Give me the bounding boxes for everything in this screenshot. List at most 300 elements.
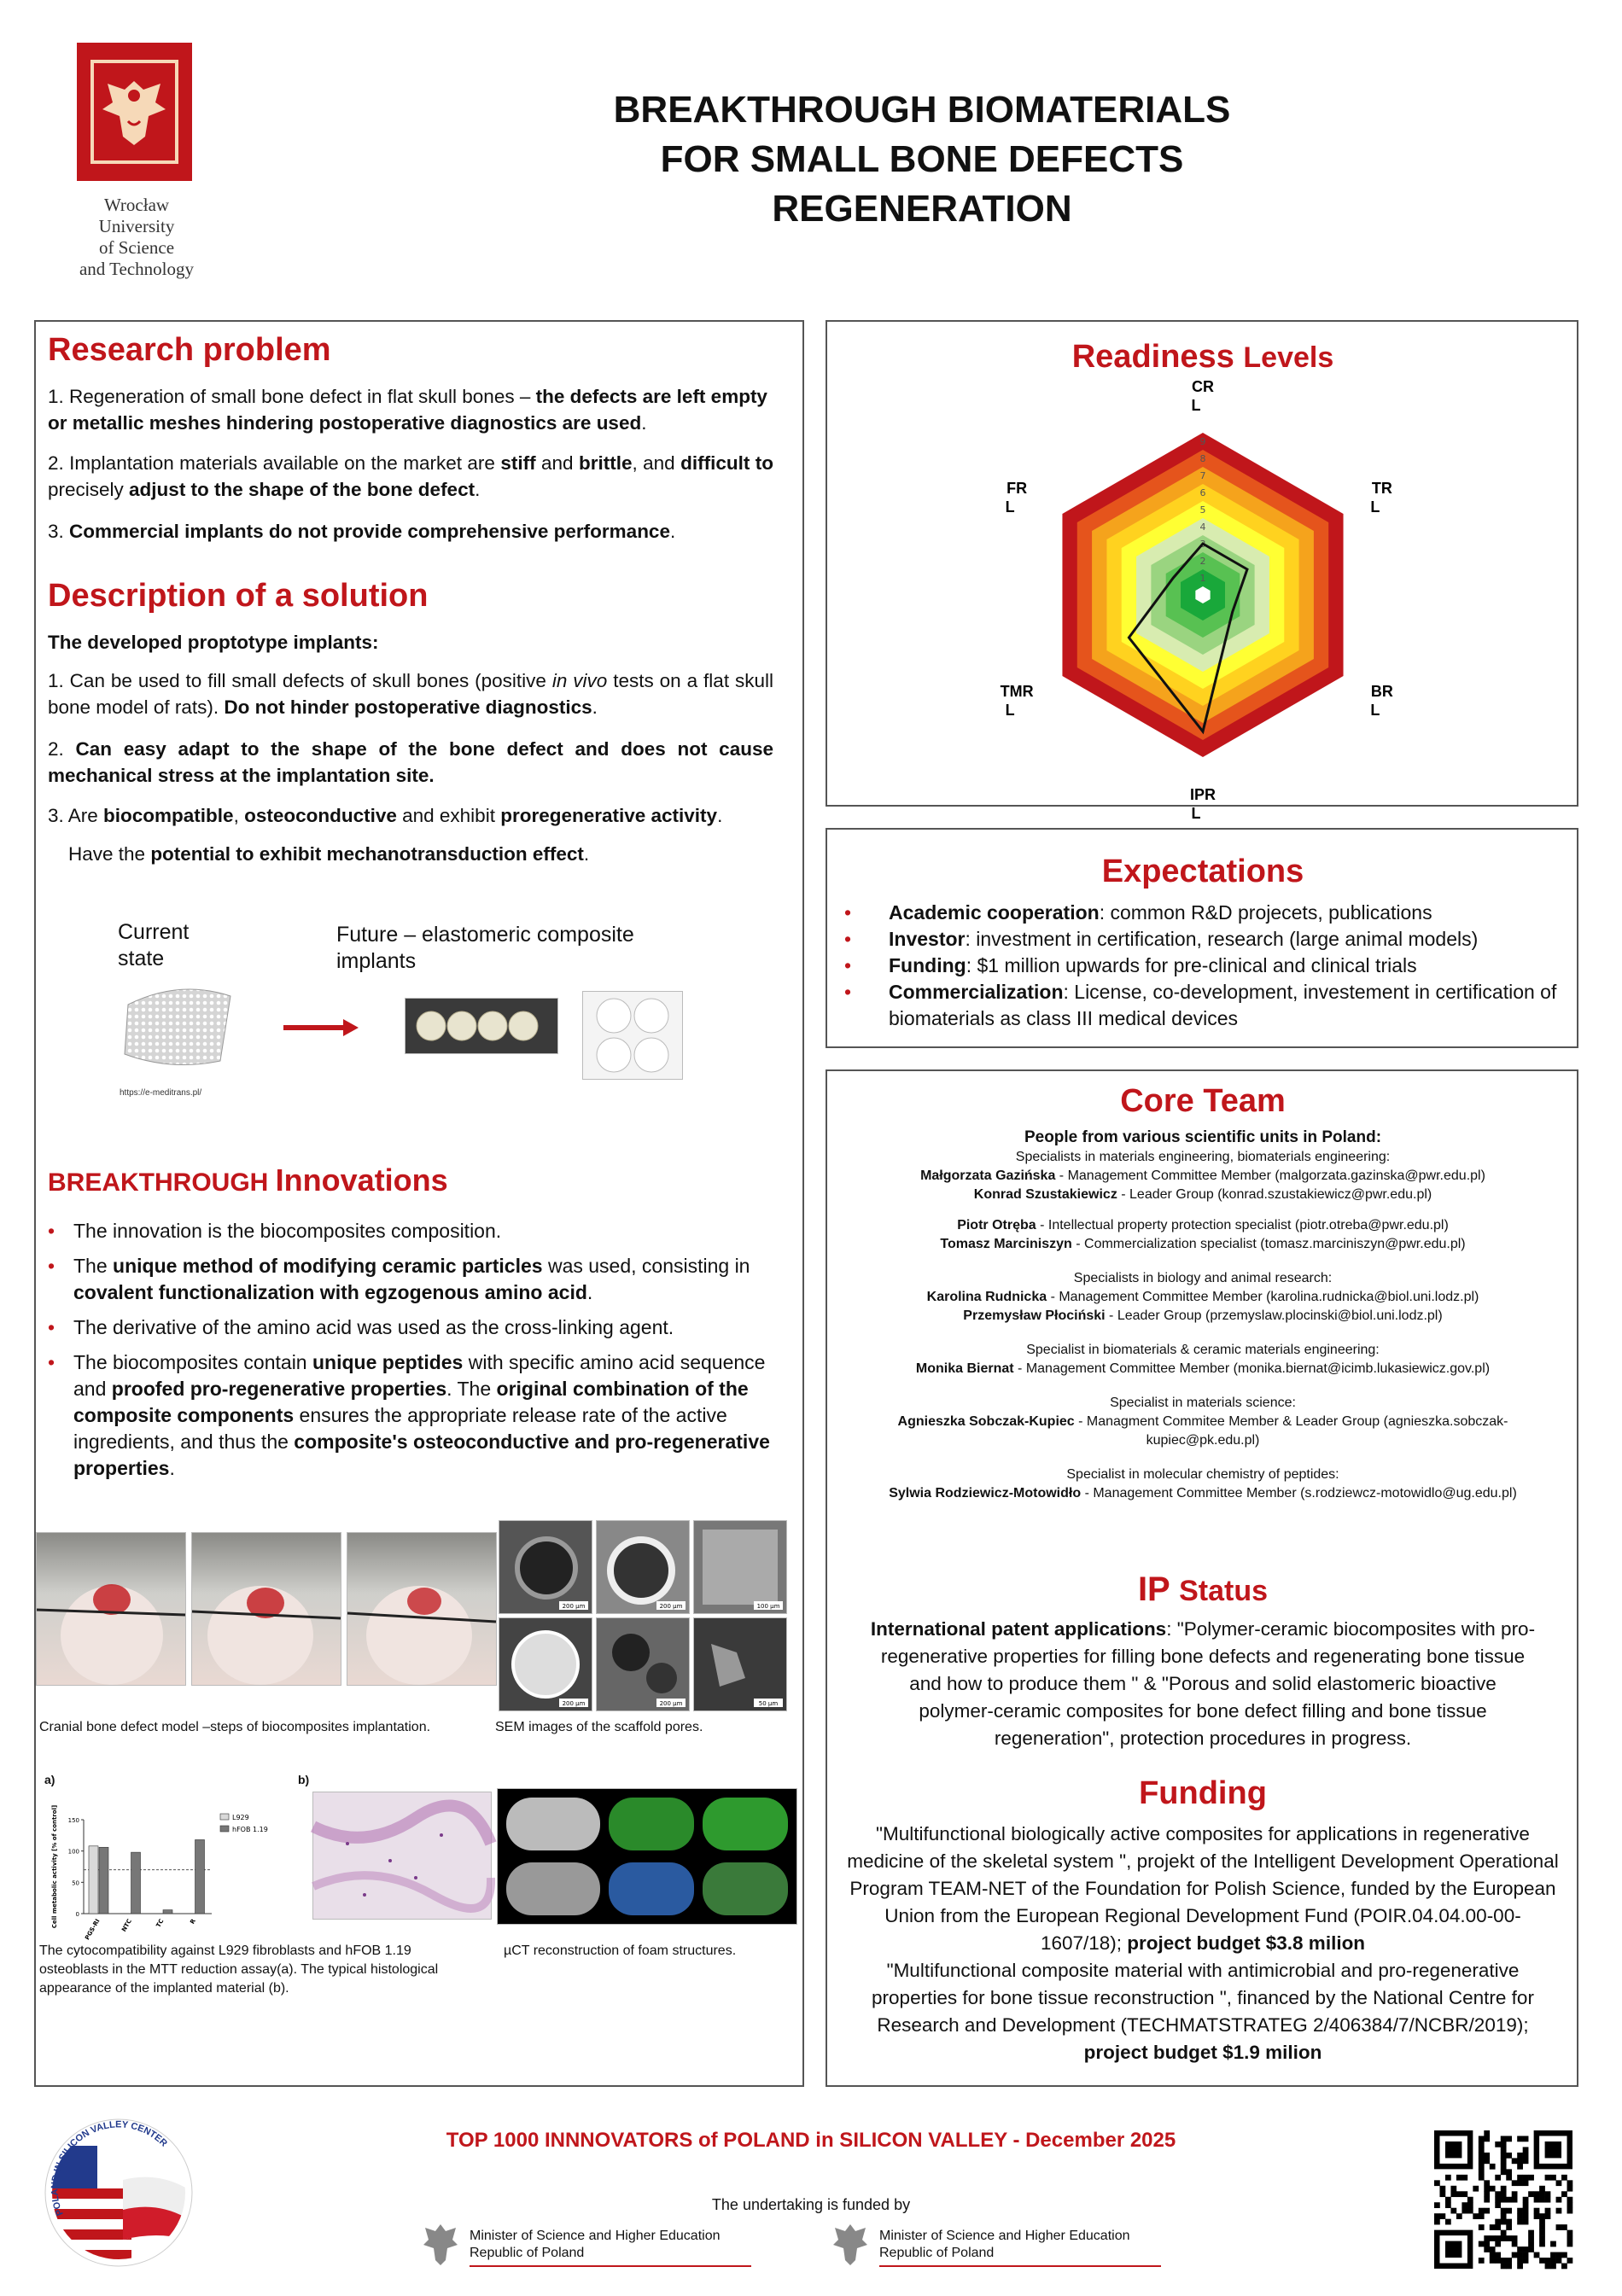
qr-module [1550, 2241, 1556, 2247]
qr-module [1517, 2246, 1523, 2252]
qr-module [1556, 2208, 1562, 2214]
metal-mesh-image [120, 979, 239, 1071]
qr-module [1501, 2142, 1507, 2147]
qr-module [1567, 2258, 1573, 2264]
sem-image-2 [596, 1520, 690, 1614]
svg-text:100 µm: 100 µm [756, 1603, 780, 1610]
qr-module [1450, 2191, 1456, 2197]
qr-module [1439, 2213, 1445, 2219]
qr-module [1490, 2235, 1496, 2241]
team-group: Specialist in molecular chemistry of peptides: Sylwia Rodziewicz-Motowidło - Management Committee Member (s.rodziewcz-motowidlo@ug.edu.pl) [889, 1467, 1517, 1501]
qr-module [1567, 2235, 1573, 2241]
funded-by: The undertaking is funded by [711, 2196, 911, 2213]
qr-module [1495, 2252, 1501, 2258]
qr-module [1484, 2197, 1490, 2203]
qr-module [1479, 2208, 1485, 2214]
team-panel [826, 1069, 1578, 2087]
qr-module [1467, 2202, 1473, 2208]
qr-module [1523, 2258, 1529, 2264]
qr-module [1495, 2197, 1501, 2203]
qr-module [1506, 2197, 1512, 2203]
solution-s3: 3. Are biocompatible, osteoconductive and exhibit proregenerative activity. [48, 805, 723, 826]
sem-image-1 [499, 1520, 592, 1614]
qr-module [1479, 2158, 1485, 2164]
qr-module [1517, 2213, 1523, 2219]
ministry-logo-1: Minister of Science and Higher Education Republic of Poland [422, 2221, 763, 2272]
figure-label-b: b) [298, 1773, 310, 1786]
qr-module [1534, 2191, 1540, 2197]
qr-module [1479, 2153, 1485, 2159]
axis-label: BR L [1370, 683, 1393, 719]
solution-intro: The developed proptotype implants: [48, 632, 379, 653]
qr-module [1545, 2208, 1551, 2214]
qr-module [1523, 2175, 1529, 2181]
qr-module [1501, 2230, 1507, 2236]
qr-module [1534, 2252, 1540, 2258]
research-heading: Research problem [48, 332, 331, 368]
qr-module [1484, 2208, 1490, 2214]
axis-label: CR L [1191, 378, 1214, 414]
qr-module [1501, 2197, 1507, 2203]
expectation-item: • Academic cooperation: common R&D projecets, publications [844, 900, 1570, 926]
image-source: https://e-meditrans.pl/ [120, 1088, 202, 1098]
qr-module [1484, 2136, 1490, 2142]
readiness-panel [826, 320, 1578, 822]
svg-text:200 µm: 200 µm [562, 1603, 586, 1610]
qr-module [1501, 2264, 1507, 2270]
qr-module [1484, 2158, 1490, 2164]
axis-label: FR L [1005, 480, 1028, 516]
innovation-item: • The innovation is the biocomposites composition. [48, 1218, 773, 1244]
qr-module [1528, 2230, 1534, 2236]
qr-module [1495, 2241, 1501, 2247]
qr-module [1506, 2153, 1512, 2159]
qr-module [1445, 2197, 1451, 2203]
qr-module [1517, 2136, 1523, 2142]
expectations-list [844, 900, 1570, 1032]
y-axis-label: Cell metabolic activity [% of control] [51, 1804, 58, 1929]
research-p2: 2. Implantation materials available on the market are stiff and brittle, and difficult to precisely adjust to the shape of the bone defect. [48, 452, 773, 500]
sem-image-6 [693, 1617, 787, 1711]
qr-module [1539, 2186, 1545, 2192]
team-group: Specialists in materials engineering, biomaterials engineering: Małgorzata Gazińska - Management Committee Member (malgorzata.gazinska@pwr.edu.pl) Konrad Szustakiewicz - Leader Group (konrad.szustakiewicz@pwr.edu.pl) [920, 1150, 1485, 1202]
university-name: Wrocław University of Science and Technology [79, 195, 195, 279]
funding-heading: Funding [1139, 1775, 1267, 1811]
qr-module [1467, 2208, 1473, 2214]
qr-module [1479, 2169, 1485, 2175]
qr-module [1495, 2258, 1501, 2264]
qr-module [1501, 2158, 1507, 2164]
qr-module [1439, 2186, 1445, 2192]
qr-module [1545, 2175, 1551, 2181]
qr-module [1462, 2202, 1467, 2208]
x-tick-label: NTC [120, 1918, 133, 1933]
level-tick-label: 6 [1199, 487, 1206, 498]
caption-cranial: Cranial bone defect model –steps of biocomposites implantation. [39, 1720, 431, 1734]
qr-module [1567, 2202, 1573, 2208]
readiness-heading: Readiness Levels [1071, 339, 1334, 375]
qr-module [1490, 2246, 1496, 2252]
qr-module [1490, 2164, 1496, 2170]
svg-text:POLAND IN SILICON VALLEY CENTE: POLAND IN SILICON VALLEY CENTER [50, 2119, 169, 2217]
legend-swatch [220, 1826, 229, 1832]
qr-finder [1445, 2142, 1462, 2158]
funding-text: "Multifunctional biologically active composites for applications in regenerative medicine of the skeletal system ", projekt of the Intelligent Development Operational Program TEAM-NET of the Foundation for Polish Science, funded by the European Union from the European Regional Development Fund (POIR.04.04.00-00-1607/18); project budget $3.8 milion "Multifunctional composite material with antimicrobial and pro-regenerative properties for bone tissue reconstruction ", financed by the National Centre for Research and Development (TECHMATSTRATEG 2/406384/7/NCBR/2019); project budget $1.9 milion [847, 1823, 1559, 2063]
axis-label: IPR L [1189, 786, 1216, 822]
qr-module [1561, 2191, 1567, 2197]
qr-module [1550, 2264, 1556, 2270]
y-tick-label: 150 [67, 1817, 79, 1824]
rat-photo-1 [36, 1532, 186, 1686]
qr-module [1506, 2169, 1512, 2175]
qr-module [1501, 2186, 1507, 2192]
silicon-valley-badge [38, 2112, 200, 2274]
level-tick-label: 9 [1199, 436, 1206, 447]
qr-module [1556, 2224, 1562, 2230]
qr-module [1445, 2219, 1451, 2225]
qr-module [1517, 2158, 1523, 2164]
qr-module [1501, 2213, 1507, 2219]
qr-module [1434, 2180, 1440, 2186]
qr-module [1456, 2191, 1462, 2197]
legend-label: hFOB 1.19 [232, 1826, 268, 1833]
ministry-logo-2: Minister of Science and Higher Education Republic of Poland [831, 2221, 1173, 2272]
qr-module [1523, 2202, 1529, 2208]
y-tick-label: 50 [72, 1879, 79, 1887]
qr-module [1479, 2175, 1485, 2181]
qr-module [1523, 2219, 1529, 2225]
composite-implants-photo-1 [405, 998, 558, 1054]
qr-finder [1445, 2241, 1462, 2258]
y-tick-label: 0 [75, 1911, 79, 1918]
qr-module [1556, 2258, 1562, 2264]
left-panel [34, 320, 804, 2087]
solution-s1: 1. Can be used to fill small defects of skull bones (positive in vivo tests on a flat skull bone model of rats). Do not hinder postoperative diagnostics. [48, 670, 774, 718]
qr-module [1439, 2191, 1445, 2197]
composite-implants-photo-2 [582, 991, 683, 1080]
expectations-heading: Expectations [1101, 854, 1304, 889]
qr-module [1517, 2219, 1523, 2225]
qr-module [1528, 2175, 1534, 2181]
qr-module [1501, 2258, 1507, 2264]
qr-module [1445, 2175, 1451, 2181]
qr-module [1523, 2180, 1529, 2186]
sem-image-5 [596, 1617, 690, 1711]
qr-module [1484, 2130, 1490, 2136]
axis-label: TR L [1370, 480, 1392, 516]
qr-module [1445, 2202, 1451, 2208]
qr-module [1534, 2208, 1540, 2214]
qr-module [1490, 2252, 1496, 2258]
qr-module [1539, 2219, 1545, 2225]
arrow-icon [283, 1015, 360, 1040]
qr-module [1545, 2258, 1551, 2264]
qr-module [1567, 2197, 1573, 2203]
qr-module [1517, 2153, 1523, 2159]
research-p1: 1. Regeneration of small bone defect in flat skull bones – the defects are left empty or metallic meshes hindering postoperative diagnostics are used. [48, 386, 767, 434]
qr-module [1484, 2153, 1490, 2159]
qr-module [1545, 2213, 1551, 2219]
future-label: Future – elastomeric composite implants [336, 923, 634, 973]
qr-module [1484, 2246, 1490, 2252]
ip-heading: IP Status [1137, 1570, 1269, 1608]
innovation-item: • The unique method of modifying ceramic particles was used, consisting in covalent functionalization with egzogenous amino acid. [48, 1253, 773, 1306]
ip-text: International patent applications: "Polymer-ceramic biocomposites with pro-regenerative properties for filling bone defects and regenerating bone tissue and how to produce them " & "Porous and solid elastomeric bioactive polymer-ceramic composites for bone defect filling and bone tissue regeneration", protection procedures in progress. [870, 1618, 1536, 1749]
qr-module [1450, 2186, 1456, 2192]
team-content [844, 1128, 1561, 1503]
microct-image [497, 1788, 797, 1925]
mtt-bar-chart [44, 1804, 268, 1942]
qr-module [1556, 2197, 1562, 2203]
sem-image-3 [693, 1520, 787, 1614]
qr-module [1479, 2258, 1485, 2264]
level-tick-label: 4 [1199, 522, 1206, 533]
solution-s4: Have the potential to exhibit mechanotransduction effect. [68, 843, 590, 865]
qr-module [1434, 2219, 1440, 2225]
qr-module [1479, 2136, 1485, 2142]
qr-module [1450, 2208, 1456, 2214]
team-heading: Core Team [1120, 1083, 1286, 1119]
qr-module [1517, 2258, 1523, 2264]
qr-module [1506, 2175, 1512, 2181]
eagle-emblem-icon [77, 43, 192, 181]
svg-text:50 µm: 50 µm [758, 1700, 779, 1707]
bar [163, 1910, 172, 1914]
expectations-panel [826, 828, 1578, 1048]
qr-module [1501, 2164, 1507, 2170]
qr-module [1528, 2241, 1534, 2247]
legend-swatch [220, 1814, 229, 1820]
qr-module [1550, 2258, 1556, 2264]
qr-module [1479, 2147, 1485, 2153]
qr-module [1512, 2197, 1518, 2203]
footer-banner: TOP 1000 INNNOVATORS of POLAND in SILICON VALLEY - December 2025 [446, 2129, 1176, 2152]
qr-module [1567, 2186, 1573, 2192]
svg-text:200 µm: 200 µm [562, 1700, 586, 1707]
histology-image [312, 1792, 492, 1920]
qr-module [1550, 2252, 1556, 2258]
qr-module [1501, 2208, 1507, 2214]
qr-module [1490, 2258, 1496, 2264]
readiness-radar-chart [827, 378, 1578, 822]
team-group: Specialist in materials science: Agnieszka Sobczak-Kupiec - Managment Commitee Member & Leader Group (agnieszka.sobczak-kupiec@pk.edu.pl) [897, 1396, 1508, 1448]
caption-sem: SEM images of the scaffold pores. [495, 1720, 703, 1734]
team-group: Specialists in biology and animal research: Karolina Rudnicka - Management Committee Member (karolina.rudnicka@biol.uni.lodz.pl) Przemysław Płociński - Leader Group (przemyslaw.plocinski@biol.uni.lodz.pl) [926, 1271, 1479, 1323]
qr-module [1495, 2219, 1501, 2225]
qr-module [1467, 2197, 1473, 2203]
qr-module [1523, 2208, 1529, 2214]
qr-module [1501, 2235, 1507, 2241]
qr-module [1534, 2197, 1540, 2203]
qr-module [1506, 2208, 1512, 2214]
qr-module [1517, 2180, 1523, 2186]
qr-module [1479, 2224, 1485, 2230]
qr-module [1512, 2235, 1518, 2241]
qr-module [1479, 2164, 1485, 2170]
qr-module [1517, 2164, 1523, 2170]
expectation-item: • Funding: $1 million upwards for pre-clinical and clinical trials [844, 953, 1570, 979]
team-sub: People from various scientific units in Poland: [1024, 1128, 1382, 1146]
qr-module [1484, 2186, 1490, 2192]
expectation-item: • Investor: investment in certification, research (large animal models) [844, 926, 1570, 953]
qr-module [1523, 2197, 1529, 2203]
qr-module [1506, 2224, 1512, 2230]
qr-module [1539, 2197, 1545, 2203]
qr-module [1523, 2136, 1529, 2142]
qr-module [1517, 2252, 1523, 2258]
qr-module [1506, 2258, 1512, 2264]
polish-eagle-icon [831, 2221, 869, 2267]
level-tick-label: 7 [1199, 470, 1206, 481]
qr-module [1539, 2241, 1545, 2247]
qr-module [1512, 2252, 1518, 2258]
current-state-label: Current state [118, 920, 190, 970]
qr-module [1545, 2264, 1551, 2270]
qr-module [1550, 2175, 1556, 2181]
qr-module [1456, 2213, 1462, 2219]
rat-photo-2 [191, 1532, 341, 1686]
qr-module [1473, 2213, 1479, 2219]
qr-module [1506, 2219, 1512, 2225]
qr-module [1556, 2180, 1562, 2186]
bar [99, 1847, 108, 1914]
qr-module [1523, 2213, 1529, 2219]
qr-module [1539, 2224, 1545, 2230]
qr-module [1517, 2208, 1523, 2214]
qr-module [1523, 2246, 1529, 2252]
rat-photo-3 [347, 1532, 497, 1686]
level-tick-label: 5 [1199, 504, 1206, 516]
qr-module [1479, 2142, 1485, 2147]
qr-module [1501, 2169, 1507, 2175]
bar [195, 1839, 205, 1914]
qr-module [1506, 2235, 1512, 2241]
qr-module [1539, 2230, 1545, 2236]
team-group: Specialist in biomaterials & ceramic materials engineering: Monika Biernat - Management Committee Member (monika.biernat@icimb.lukasiewicz.gov.pl) [915, 1343, 1491, 1376]
axis-label: TMR L [1000, 683, 1034, 719]
qr-module [1523, 2147, 1529, 2153]
qr-module [1512, 2191, 1518, 2197]
qr-module [1539, 2191, 1545, 2197]
qr-module [1556, 2252, 1562, 2258]
bar [131, 1852, 141, 1914]
qr-finder [1545, 2142, 1561, 2158]
qr-module [1567, 2208, 1573, 2214]
qr-module [1473, 2186, 1479, 2192]
qr-module [1484, 2191, 1490, 2197]
qr-module [1512, 2241, 1518, 2247]
innovation-item: • The derivative of the amino acid was used as the cross-linking agent. [48, 1314, 773, 1341]
level-tick-label: 3 [1199, 539, 1206, 550]
qr-module [1517, 2175, 1523, 2181]
qr-module [1506, 2136, 1512, 2142]
expectation-item: • Commercialization: License, co-development, investement in certification of biomaterials as class III medical devices [844, 979, 1570, 1032]
qr-module [1501, 2219, 1507, 2225]
qr-module [1545, 2197, 1551, 2203]
qr-module [1528, 2246, 1534, 2252]
qr-module [1561, 2175, 1567, 2181]
qr-module [1539, 2258, 1545, 2264]
qr-module [1484, 2180, 1490, 2186]
figure-label-a: a) [44, 1773, 55, 1786]
qr-module [1495, 2202, 1501, 2208]
innovations-list [48, 1218, 773, 1489]
qr-code[interactable] [1434, 2130, 1572, 2269]
qr-module [1567, 2241, 1573, 2247]
qr-module [1484, 2235, 1490, 2241]
svg-text:200 µm: 200 µm [659, 1603, 683, 1610]
qr-module [1517, 2264, 1523, 2270]
caption-ct: µCT reconstruction of foam structures. [504, 1943, 737, 1958]
qr-module [1523, 2158, 1529, 2164]
qr-module [1484, 2241, 1490, 2247]
qr-module [1479, 2213, 1485, 2219]
innovation-item: • The biocomposites contain unique peptides with specific amino acid sequence and proofed pro-regenerative properties. The original combination of the composite components ensures the appropriate release rate of the active ingredients, and thus the composite's osteoconductive and pro-regenerative properties. [48, 1349, 773, 1482]
polish-eagle-icon [422, 2221, 459, 2267]
x-tick-label: R [189, 1918, 197, 1926]
x-tick-label: PGS-RI [84, 1918, 102, 1942]
qr-module [1561, 2264, 1567, 2270]
qr-module [1528, 2191, 1534, 2197]
qr-module [1512, 2180, 1518, 2186]
qr-module [1501, 2153, 1507, 2159]
page-title: BREAKTHROUGH BIOMATERIALS FOR SMALL BONE DEFECTS REGENERATION [613, 89, 1231, 230]
qr-module [1506, 2264, 1512, 2270]
qr-module [1567, 2230, 1573, 2236]
qr-module [1490, 2186, 1496, 2192]
qr-module [1501, 2136, 1507, 2142]
qr-module [1501, 2191, 1507, 2197]
qr-module [1462, 2208, 1467, 2214]
university-logo [77, 43, 192, 181]
solution-heading: Description of a solution [48, 578, 429, 614]
qr-module [1495, 2175, 1501, 2181]
innovations-heading: BREAKTHROUGH Innovations [48, 1163, 448, 1198]
caption-cyto: The cytocompatibility against L929 fibroblasts and hFOB 1.19 osteoblasts in the MTT reduction assay(a). The typical histological appearance of the implanted material (b). [39, 1943, 439, 1996]
bar [89, 1846, 98, 1914]
qr-module [1545, 2191, 1551, 2197]
x-tick-label: TC [155, 1918, 166, 1929]
legend-label: L929 [232, 1814, 249, 1821]
qr-module [1567, 2180, 1573, 2186]
qr-module [1434, 2202, 1440, 2208]
qr-module [1479, 2241, 1485, 2247]
qr-module [1561, 2224, 1567, 2230]
research-p3: 3. Commercial implants do not provide comprehensive performance. [48, 521, 676, 542]
qr-module [1539, 2235, 1545, 2241]
qr-module [1490, 2224, 1496, 2230]
qr-module [1523, 2252, 1529, 2258]
level-tick-label: 1 [1199, 573, 1206, 584]
qr-module [1539, 2213, 1545, 2219]
qr-module [1462, 2191, 1467, 2197]
qr-module [1456, 2175, 1462, 2181]
qr-module [1534, 2213, 1540, 2219]
level-tick-label: 8 [1199, 453, 1206, 464]
qr-module [1561, 2252, 1567, 2258]
qr-module [1523, 2153, 1529, 2159]
poland-usa-flag-icon [38, 2112, 200, 2274]
svg-text:200 µm: 200 µm [659, 1700, 683, 1707]
solution-s2: 2. Can easy adapt to the shape of the bone defect and does not cause mechanical stress at the implantation site. [48, 738, 773, 786]
qr-module [1495, 2235, 1501, 2241]
qr-module [1495, 2224, 1501, 2230]
qr-module [1512, 2158, 1518, 2164]
qr-module [1495, 2142, 1501, 2147]
qr-module [1434, 2213, 1440, 2219]
qr-module [1528, 2235, 1534, 2241]
qr-module [1462, 2175, 1467, 2181]
